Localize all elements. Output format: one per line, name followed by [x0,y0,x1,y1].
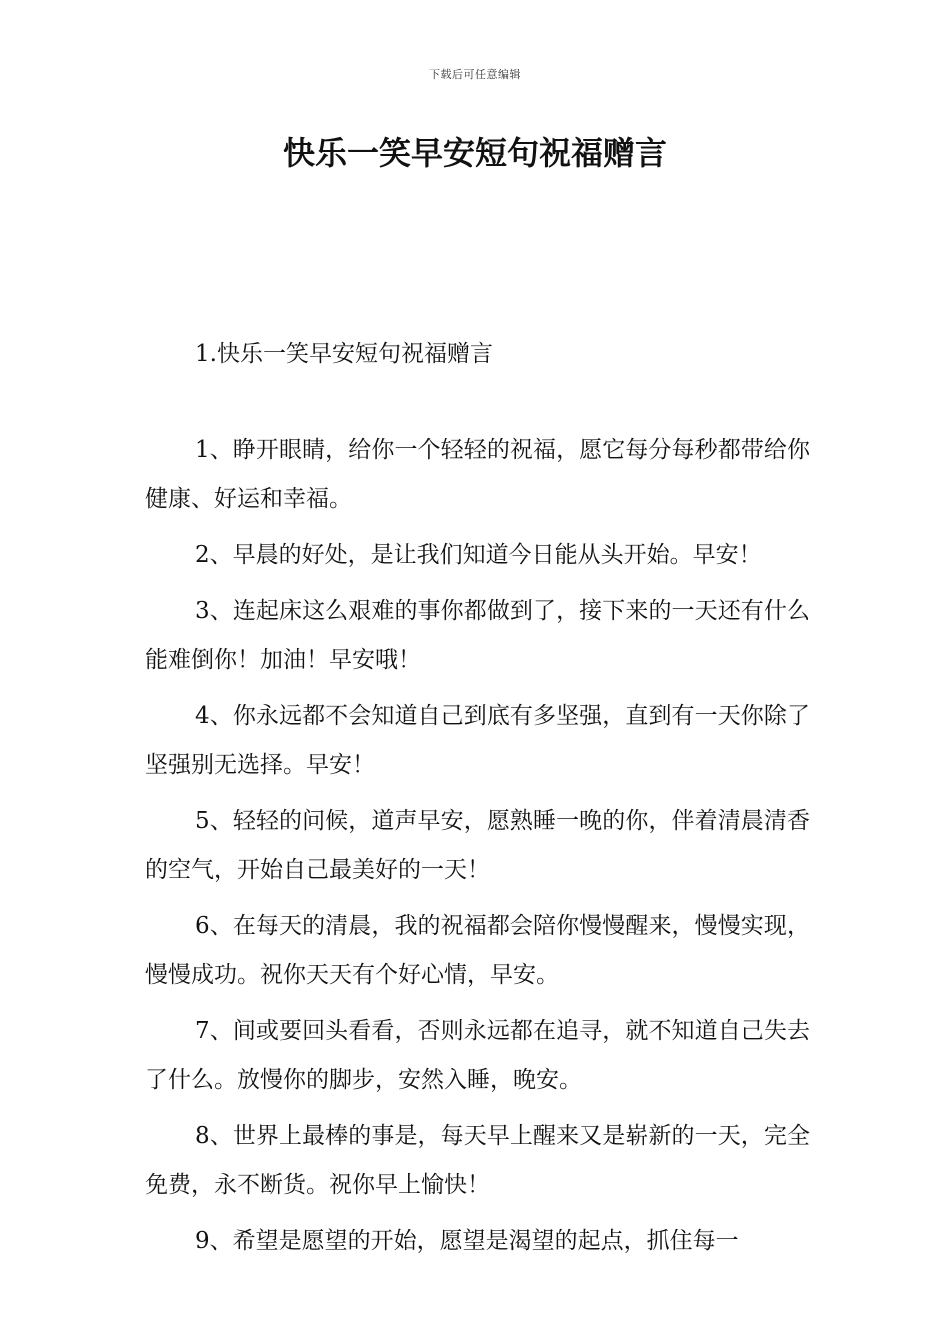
document-title: 快乐一笑早安短句祝福赠言 [282,134,667,172]
header-note: 下载后可任意编辑 [429,68,521,81]
paragraph-7: 7、间或要回头看看，否则永远都在追寻，就不知道自己失去了什么。放慢你的脚步，安然入睡，晚安。 [145,1018,810,1093]
body-text [145,426,810,1273]
paragraph-4: 4、你永远都不会知道自己到底有多坚强，直到有一天你除了坚强别无选择。早安！ [145,703,810,778]
paragraph-6: 6、在每天的清晨，我的祝福都会陪你慢慢醒来，慢慢实现，慢慢成功。祝你天天有个好心情，早安。 [145,913,810,988]
paragraph-9: 9、希望是愿望的开始，愿望是渴望的起点，抓住每一 [195,1228,739,1254]
paragraph-2: 2、早晨的好处，是让我们知道今日能从头开始。早安！ [195,542,762,568]
paragraph-1: 1、睁开眼睛，给你一个轻轻的祝福，愿它每分每秒都带给你健康、好运和幸福。 [145,437,810,512]
paragraph-8: 8、世界上最棒的事是，每天早上醒来又是崭新的一天，完全免费，永不断货。祝你早上愉快！ [145,1123,810,1198]
paragraph-3: 3、连起床这么艰难的事你都做到了，接下来的一天还有什么能难倒你！加油！早安哦！ [145,598,810,673]
paragraph-5: 5、轻轻的问候，道声早安，愿熟睡一晚的你，伴着清晨清香的空气，开始自己最美好的一天！ [145,808,810,883]
section-heading: 1.快乐一笑早安短句祝福赠言 [195,341,493,367]
